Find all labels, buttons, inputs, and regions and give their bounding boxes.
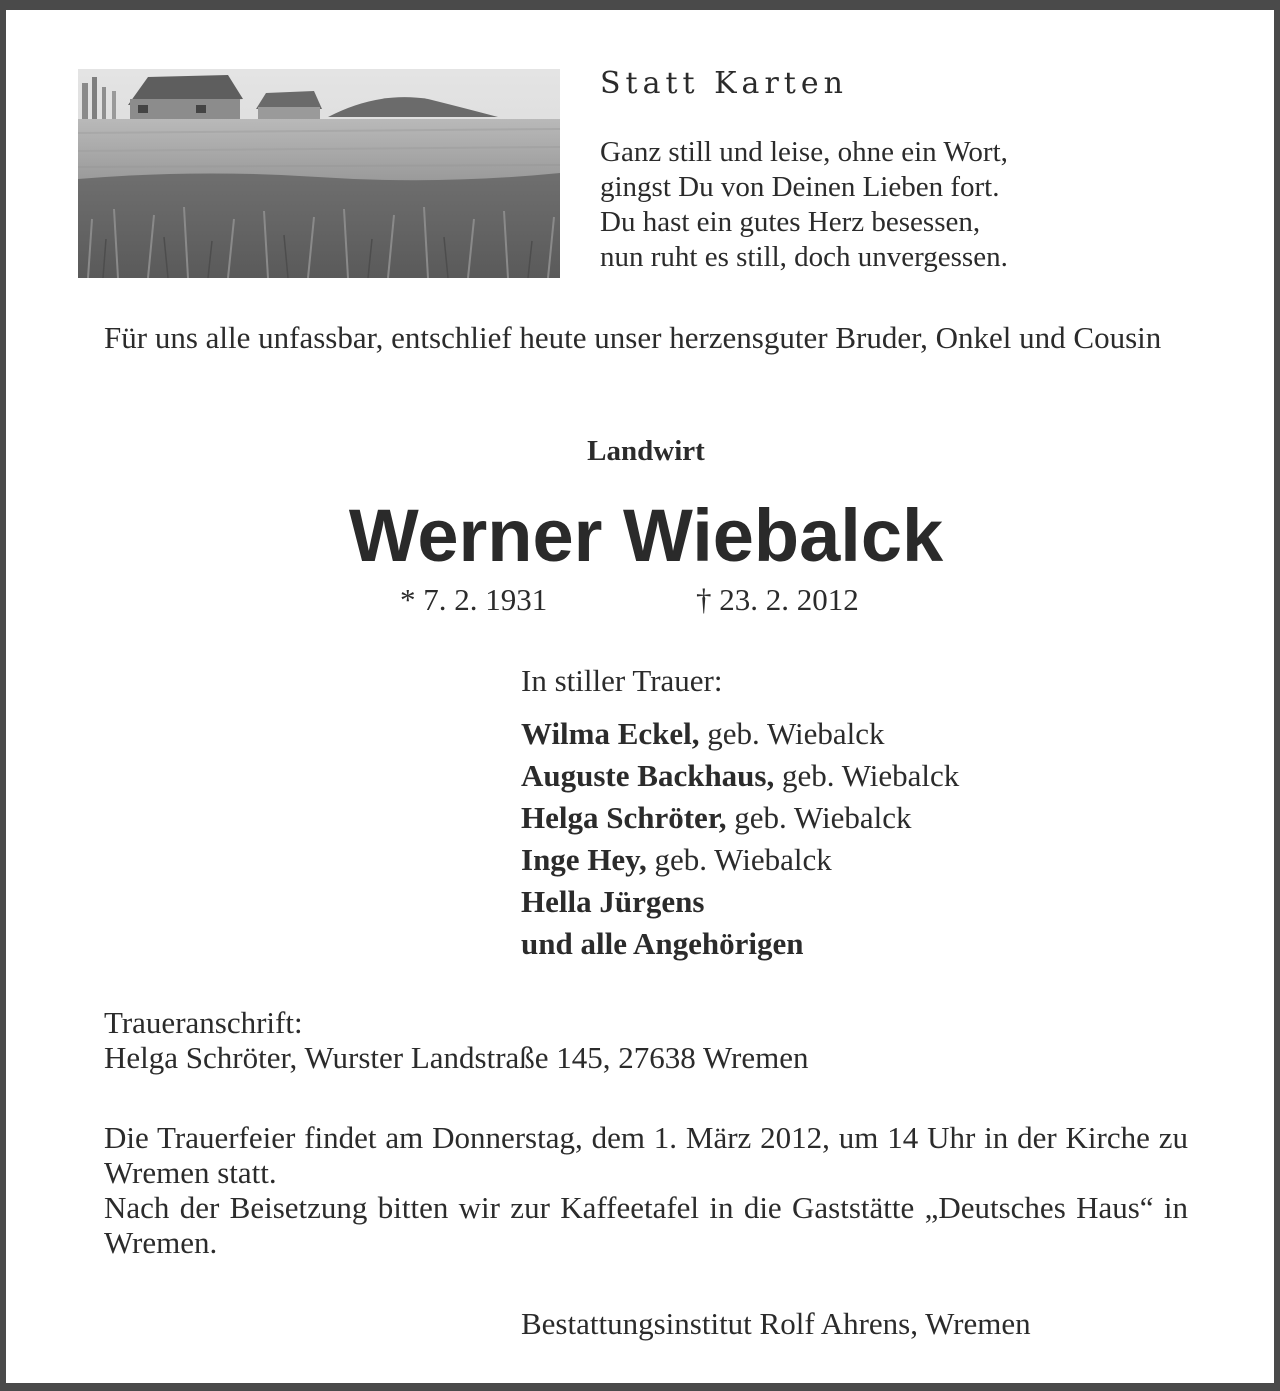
mourner-note: geb. Wiebalck bbox=[726, 800, 912, 835]
mourner-row bbox=[521, 923, 959, 965]
mourner-row bbox=[521, 839, 959, 881]
mourners-list bbox=[521, 663, 959, 965]
mourning-address bbox=[104, 1005, 808, 1075]
intro-text: Für uns alle unfassbar, entschlief heute unser herzensguter Bruder, Onkel und Cousin bbox=[104, 320, 1162, 355]
mourner-name: Helga Schröter, bbox=[521, 800, 727, 835]
ceremony-info bbox=[104, 1120, 1188, 1260]
death-date: † 23. 2. 2012 bbox=[696, 582, 859, 617]
mourner-name: Inge Hey, bbox=[521, 842, 647, 877]
header-label: Statt Karten bbox=[600, 66, 848, 101]
mourner-name: und alle Angehörigen bbox=[521, 926, 804, 961]
undertaker-credit: Bestattungsinstitut Rolf Ahrens, Wremen bbox=[521, 1306, 1031, 1341]
address-line: Helga Schröter, Wurster Landstraße 145, 27638 Wremen bbox=[104, 1040, 809, 1075]
deceased-profession: Landwirt bbox=[587, 435, 705, 467]
mourner-name: Hella Jürgens bbox=[521, 884, 705, 919]
deceased-name: Werner Wiebalck bbox=[348, 494, 944, 577]
mourner-note: geb. Wiebalck bbox=[646, 842, 832, 877]
mourner-name: Wilma Eckel, bbox=[521, 716, 700, 751]
mourner-row bbox=[521, 797, 959, 839]
mourner-row bbox=[521, 881, 959, 923]
mourner-row bbox=[521, 713, 959, 755]
mourner-row bbox=[521, 755, 959, 797]
poem bbox=[600, 135, 1008, 275]
poem-line: nun ruht es still, doch unvergessen. bbox=[600, 241, 1008, 273]
address-label: Traueranschrift: bbox=[104, 1005, 303, 1040]
poem-line: gingst Du von Deinen Lieben fort. bbox=[600, 171, 1000, 203]
ceremony-paragraph: Die Trauerfeier findet am Donnerstag, dem 1. März 2012, um 14 Uhr in der Kirche zu Wremen statt. bbox=[104, 1120, 1188, 1190]
poem-line: Du hast ein gutes Herz besessen, bbox=[600, 206, 981, 238]
landscape-photo bbox=[78, 69, 560, 278]
mourner-note: geb. Wiebalck bbox=[699, 716, 885, 751]
mourner-name: Auguste Backhaus, bbox=[521, 758, 775, 793]
poem-line: Ganz still und leise, ohne ein Wort, bbox=[600, 136, 1008, 168]
reception-paragraph: Nach der Beisetzung bitten wir zur Kaffeetafel in die Gaststätte „Deutsches Haus“ in Wremen. bbox=[104, 1190, 1188, 1260]
mourners-heading: In stiller Trauer: bbox=[521, 663, 723, 698]
birth-date: * 7. 2. 1931 bbox=[400, 582, 548, 617]
mourner-note: geb. Wiebalck bbox=[774, 758, 960, 793]
